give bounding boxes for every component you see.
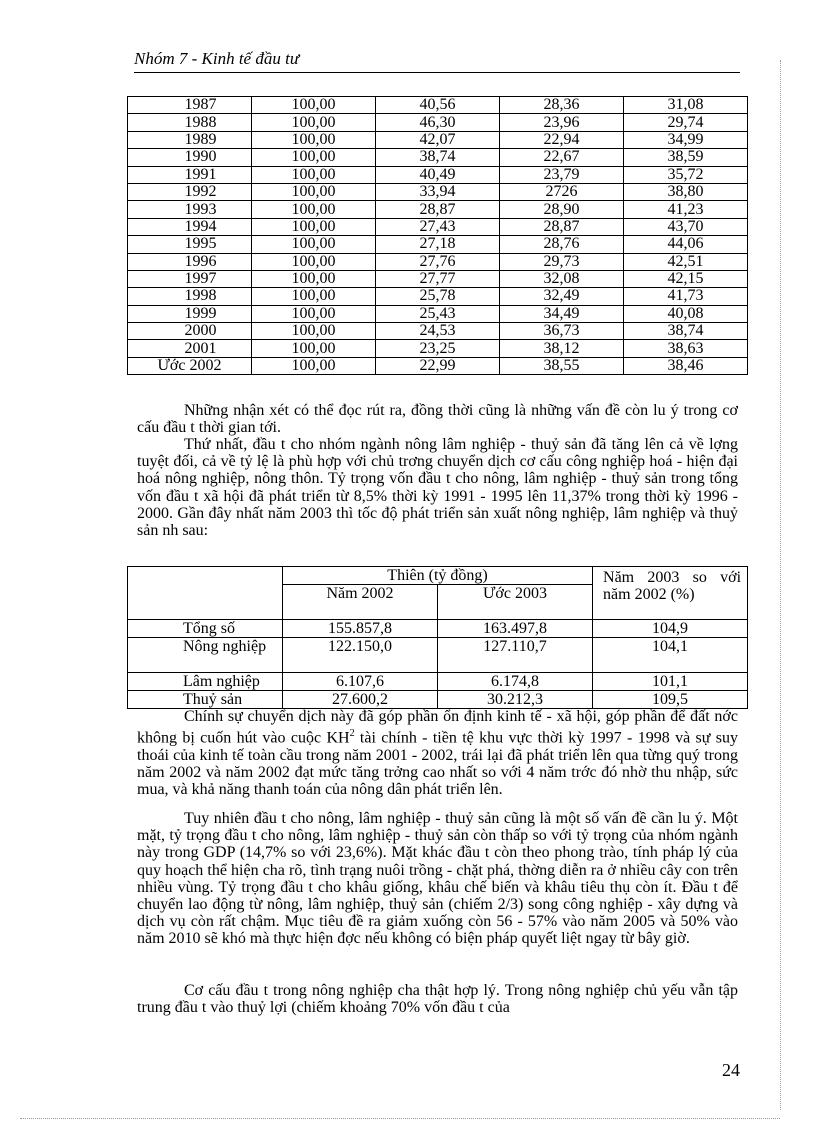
value-cell: 28,36	[500, 97, 624, 114]
table2-cell: 155.857,8	[283, 620, 438, 638]
year-cell: 1997	[128, 270, 252, 287]
table2-cell: 104,9	[593, 620, 748, 638]
value-cell: 35,72	[624, 166, 748, 183]
year-cell: 1990	[128, 149, 252, 166]
agriculture-growth-table	[127, 566, 748, 709]
table2-cell: 6.107,6	[283, 673, 438, 691]
value-cell: 24,53	[376, 323, 500, 340]
value-cell: 42,15	[624, 270, 748, 287]
footnote-superscript: 2	[349, 728, 355, 740]
value-cell: 43,70	[624, 218, 748, 235]
paragraph-3	[137, 708, 738, 798]
value-cell: 25,78	[376, 288, 500, 305]
value-cell: 41,23	[624, 201, 748, 218]
year-cell: 1989	[128, 131, 252, 148]
year-cell: 1995	[128, 236, 252, 253]
value-cell: 100,00	[252, 270, 376, 287]
table2-cell: 127.110,7	[438, 638, 593, 673]
value-cell: 100,00	[252, 340, 376, 357]
value-cell: 38,74	[624, 323, 748, 340]
value-cell: 27,43	[376, 218, 500, 235]
value-cell: 100,00	[252, 131, 376, 148]
year-cell: 1994	[128, 218, 252, 235]
year-cell: 1991	[128, 166, 252, 183]
value-cell: 46,30	[376, 114, 500, 131]
year-cell: 1996	[128, 253, 252, 270]
paragraph-2: Thứ nhất, đầu t cho nhóm ngành nông lâm nghiệp - thuỷ sản đã tăng lên cả về lợng tuyệt đối, cả về tỷ lệ là phù hợp với chủ trơng chuyển dịch cơ cấu công nghiệp hoá - hiện đại hoá nông nghiệp, nông thôn. Tỷ trọng vốn đầu t cho nông, lâm nghiệp - thuỷ sản trong tổng vốn đầu t xã hội đã phát triển từ 8,5% thời kỳ 1991 - 1995 lên 11,37% trong thời kỳ 1996 - 2000. Gần đây nhất năm 2003 thì tốc độ phát triển sản xuất nông nghiệp, lâm nghiệp và thuỷ sản nh sau:	[137, 436, 738, 540]
paragraph-3-part-a: Chính sự chuyển dịch này đã góp phần ổn định kinh tế - xã hội, góp phần để đất nớc không bị cuốn hút vào cuộc KH	[137, 708, 738, 747]
year-cell: 2001	[128, 340, 252, 357]
table-row	[128, 253, 748, 270]
value-cell: 34,99	[624, 131, 748, 148]
value-cell: 100,00	[252, 166, 376, 183]
value-cell: 100,00	[252, 201, 376, 218]
year-cell: 1999	[128, 305, 252, 322]
table-row	[128, 323, 748, 340]
value-cell: 38,63	[624, 340, 748, 357]
value-cell: 2726	[500, 183, 624, 200]
value-cell: 27,77	[376, 270, 500, 287]
table-row	[128, 305, 748, 322]
table-row	[128, 201, 748, 218]
table2-cell: 163.497,8	[438, 620, 593, 638]
table2-cell: 101,1	[593, 673, 748, 691]
year-cell: 1992	[128, 183, 252, 200]
table-row	[128, 97, 748, 114]
table2-cell: 109,5	[593, 691, 748, 709]
value-cell: 29,74	[624, 114, 748, 131]
table-row	[128, 288, 748, 305]
value-cell: 44,06	[624, 236, 748, 253]
value-cell: 42,07	[376, 131, 500, 148]
value-cell: 28,90	[500, 201, 624, 218]
table2-ratio-header: Năm 2003 so với năm 2002 (%)	[593, 567, 748, 620]
value-cell: 100,00	[252, 183, 376, 200]
year-cell: 1988	[128, 114, 252, 131]
year-cell: 1993	[128, 201, 252, 218]
table2-group-header: Thiên (tỷ đồng)	[283, 567, 593, 585]
value-cell: 22,67	[500, 149, 624, 166]
value-cell: 23,25	[376, 340, 500, 357]
table2-cell: 122.150,0	[283, 638, 438, 673]
table-row	[128, 131, 748, 148]
paragraph-4: Tuy nhiên đầu t cho nông, lâm nghiệp - thuỷ sản cũng là một số vấn đề cần lu ý. Một mặt, tỷ trọng đầu t cho nông, lâm nghiệp - thuỷ sản còn thấp so với tỷ trọng của nhóm ngành này trong GDP (14,7% so với 23,6%). Mặt khác đầu t còn theo phong trào, tính pháp lý của quy hoạch thể hiện cha rõ, tình trạng nuôi trồng - chặt phá, thờng diễn ra ở nhiều cây con trên nhiều vùng. Tỷ trọng đầu t cho khâu giống, khâu chế biến và khâu tiêu thụ còn ít. Đầu t để chuyển lao động từ nông, lâm nghiệp, thuỷ sản (chiếm 2/3) song công nghiệp - xây dựng và dịch vụ còn rất chậm. Mục tiêu đề ra giảm xuống còn 56 - 57% vào năm 2005 và 50% vào năm 2010 sẽ khó mà thực hiện đợc nếu không có biện pháp quyết liệt ngay từ bây giờ.	[137, 810, 738, 948]
paragraph-5: Cơ cấu đầu t trong nông nghiệp cha thật hợp lý. Trong nông nghiệp chủ yếu vẫn tập trung đầu t vào thuỷ lợi (chiếm khoảng 70% vốn đầu t của	[137, 982, 738, 1017]
value-cell: 40,56	[376, 97, 500, 114]
value-cell: 100,00	[252, 323, 376, 340]
value-cell: 38,55	[500, 357, 624, 374]
value-cell: 25,43	[376, 305, 500, 322]
value-cell: 38,74	[376, 149, 500, 166]
value-cell: 100,00	[252, 236, 376, 253]
value-cell: 33,94	[376, 183, 500, 200]
table2-cell: 6.174,8	[438, 673, 593, 691]
value-cell: 38,46	[624, 357, 748, 374]
value-cell: 28,87	[376, 201, 500, 218]
table2-col-2003: Ước 2003	[438, 585, 593, 620]
value-cell: 42,51	[624, 253, 748, 270]
table-row	[128, 340, 748, 357]
value-cell: 22,99	[376, 357, 500, 374]
value-cell: 23,79	[500, 166, 624, 183]
page-edge-line	[780, 60, 781, 1110]
table2-row-label-text: Nông nghiệp	[183, 638, 267, 655]
paragraph-1: Những nhận xét có thể đọc rút ra, đồng thời cũng là những vấn đề còn lu ý trong cơ cấu đầu t thời gian tới.	[137, 402, 738, 437]
value-cell: 100,00	[252, 357, 376, 374]
value-cell: 36,73	[500, 323, 624, 340]
table2-row-label	[128, 638, 283, 673]
value-cell: 38,59	[624, 149, 748, 166]
value-cell: 40,49	[376, 166, 500, 183]
table-row	[128, 218, 748, 235]
table-row	[128, 183, 748, 200]
value-cell: 34,49	[500, 305, 624, 322]
value-cell: 100,00	[252, 305, 376, 322]
value-cell: 22,94	[500, 131, 624, 148]
value-cell: 32,08	[500, 270, 624, 287]
value-cell: 27,76	[376, 253, 500, 270]
table-row	[128, 149, 748, 166]
page-header: Nhóm 7 - Kinh tế đầu tư	[134, 48, 740, 73]
table2-col-2002: Năm 2002	[283, 585, 438, 620]
value-cell: 100,00	[252, 97, 376, 114]
investment-structure-table	[127, 96, 748, 375]
page-number: 24	[722, 1060, 740, 1080]
value-cell: 23,96	[500, 114, 624, 131]
table-row	[128, 270, 748, 287]
value-cell: 40,08	[624, 305, 748, 322]
year-cell: 1987	[128, 97, 252, 114]
table-row	[128, 114, 748, 131]
table2-cell: 30.212,3	[438, 691, 593, 709]
table2-row-label: Thuỷ sản	[128, 691, 283, 709]
table-row	[128, 357, 748, 374]
page-bottom-line	[20, 1118, 780, 1119]
value-cell: 32,49	[500, 288, 624, 305]
table2-row-label: Tổng số	[128, 620, 283, 638]
value-cell: 100,00	[252, 114, 376, 131]
value-cell: 100,00	[252, 288, 376, 305]
value-cell: 28,87	[500, 218, 624, 235]
value-cell: 28,76	[500, 236, 624, 253]
table2-row-label: Lâm nghiệp	[128, 673, 283, 691]
year-cell: Ước 2002	[128, 357, 252, 374]
value-cell: 41,73	[624, 288, 748, 305]
table2-cell: 104,1	[593, 638, 748, 673]
table-row	[128, 166, 748, 183]
value-cell: 38,12	[500, 340, 624, 357]
year-cell: 2000	[128, 323, 252, 340]
value-cell: 27,18	[376, 236, 500, 253]
table-row	[128, 236, 748, 253]
value-cell: 29,73	[500, 253, 624, 270]
value-cell: 31,08	[624, 97, 748, 114]
table2-corner-cell	[128, 567, 283, 620]
value-cell: 100,00	[252, 218, 376, 235]
table2-cell: 27.600,2	[283, 691, 438, 709]
year-cell: 1998	[128, 288, 252, 305]
value-cell: 38,80	[624, 183, 748, 200]
paragraph-3-part-b: tài chính - tiền tệ khu vực thời kỳ 1997 - 1998 và sự suy thoái của kinh tế toàn cầu trong năm 2001 - 2002, trái lại đã phát triển lên qua từng quý trong năm 2002 và năm 2002 đạt mức tăng trởng cao nhất so với 4 năm trớc đó nhờ thu nhập, sức mua, và khả năng thanh toán của nông dân phát triển lên.	[137, 729, 739, 799]
value-cell: 100,00	[252, 253, 376, 270]
value-cell: 100,00	[252, 149, 376, 166]
